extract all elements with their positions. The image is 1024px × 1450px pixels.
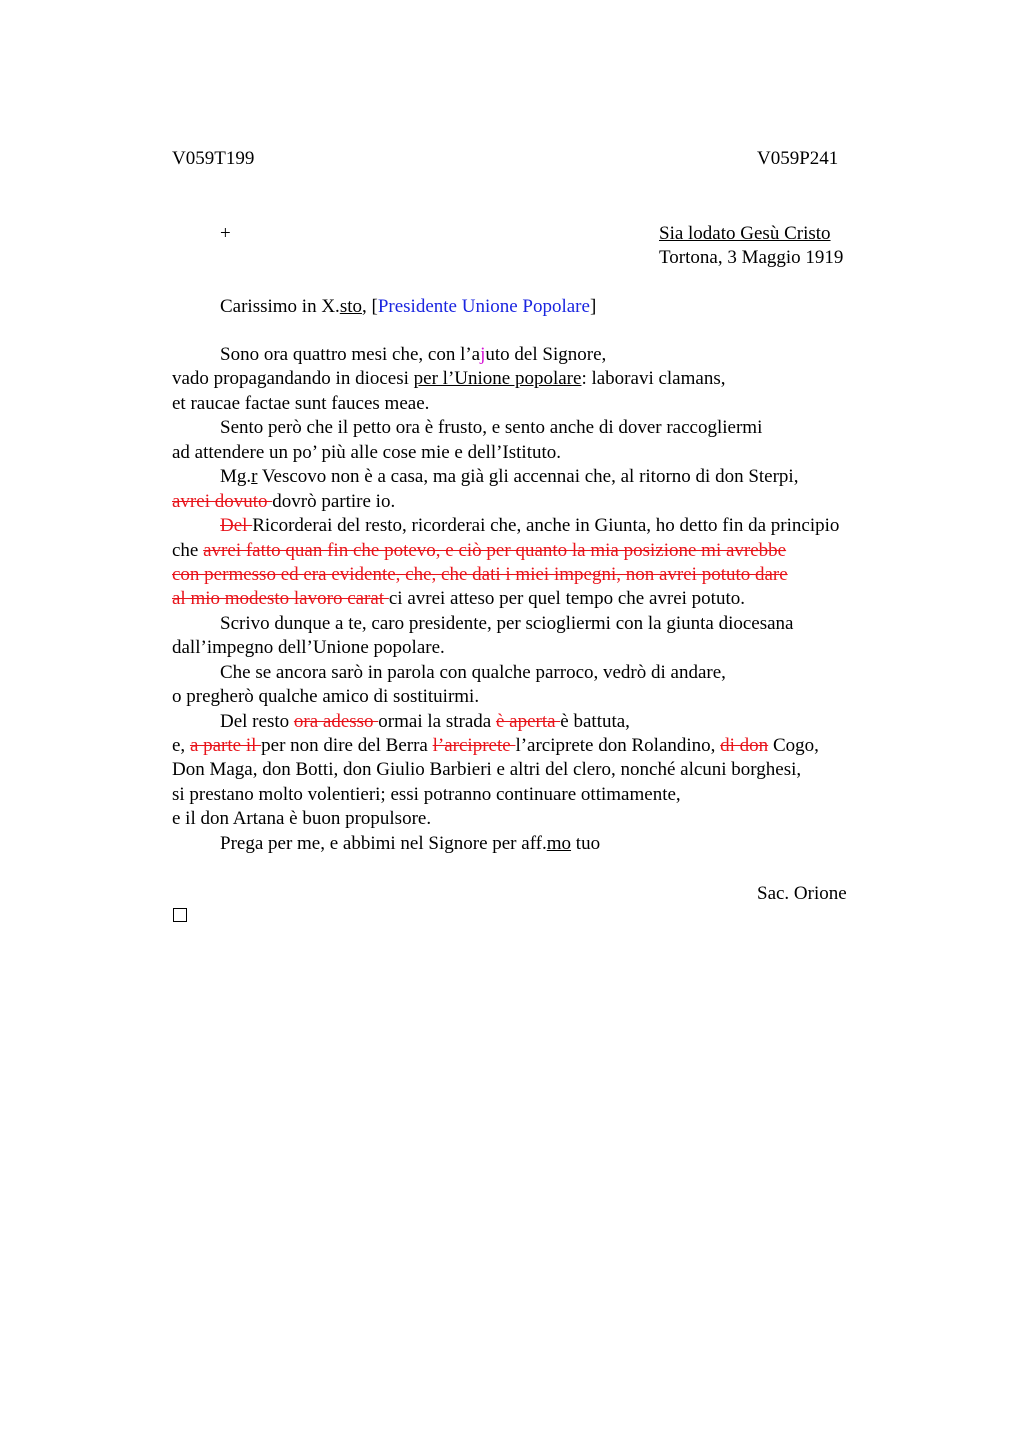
salutation-bracket-open: , [	[362, 296, 378, 317]
body-text: è battuta,	[560, 710, 630, 732]
body-text: Ricorderai del resto, ricorderai che, anche in Giunta, ho detto fin da principio	[252, 515, 840, 537]
body-line	[172, 539, 912, 563]
deleted-text: ora adesso	[293, 710, 379, 732]
deleted-text: con permesso ed era evidente, che, che dati i miei impegni, non avrei potuto dare	[172, 563, 788, 585]
inserted-letter: j	[480, 344, 486, 365]
salutation-bracket-close: ]	[589, 296, 597, 317]
body-text: ci avrei atteso per quel tempo che avrei potuto.	[388, 588, 745, 610]
salutation	[220, 295, 596, 319]
body-line: o pregherò qualche amico di sostituirmi.	[172, 686, 480, 708]
deleted-text: al mio modesto lavoro carat	[172, 588, 389, 610]
invocation-line: Sia lodato Gesù Cristo	[659, 223, 831, 244]
body-text: che	[172, 539, 204, 561]
body-text: e,	[172, 735, 190, 756]
body-line	[172, 587, 912, 611]
body-text: Cogo,	[768, 735, 819, 756]
body-text: Prega per me, e abbimi nel Signore per aff.	[220, 832, 547, 854]
place-date-line: Tortona, 3 Maggio 1919	[659, 247, 844, 268]
document-code-left: V059T199	[172, 148, 255, 169]
body-line: et raucae factae sunt fauces meae.	[172, 392, 430, 414]
body-line: ad attendere un po’ più alle cose mie e dell’Istituto.	[172, 441, 562, 463]
body-line	[172, 563, 912, 587]
deleted-text: Del	[220, 515, 253, 537]
underlined-text: per l’Unione popolare	[413, 368, 582, 390]
underlined-text: r	[251, 466, 258, 488]
body-text: uto del Signore,	[485, 344, 607, 365]
body-line: Don Maga, don Botti, don Giulio Barbieri e altri del clero, nonché alcuni borghesi,	[172, 759, 802, 781]
salutation-text: Carissimo in X.	[220, 296, 340, 317]
deleted-text: è aperta	[495, 710, 561, 732]
signature: Sac. Orione	[757, 883, 847, 904]
deleted-text: di don	[720, 735, 769, 756]
letter-header	[659, 222, 843, 270]
body-text: Vescovo non è a casa, ma già gli accennai che, al ritorno di don Sterpi,	[257, 466, 799, 488]
body-line: e il don Artana è buon propulsore.	[172, 808, 432, 830]
body-line: Scrivo dunque a te, caro presidente, per sciogliermi con la giunta diocesana	[220, 612, 794, 634]
salutation-abbrev: sto	[339, 296, 362, 317]
body-text: ormai la strada	[378, 710, 496, 732]
body-text: tuo	[571, 832, 601, 854]
body-line	[172, 734, 912, 758]
cross-mark: +	[220, 223, 231, 244]
body-line	[172, 832, 912, 856]
body-line	[172, 465, 912, 489]
body-line: dall’impegno dell’Unione popolare.	[172, 637, 445, 659]
document-code-right: V059P241	[757, 148, 839, 169]
body-line: Che se ancora sarò in parola con qualche parroco, vedrò di andare,	[220, 661, 726, 683]
body-text: vado propagandando in diocesi	[172, 368, 414, 390]
body-text: Sono ora quattro mesi che, con l’a	[220, 344, 481, 365]
body-line	[172, 490, 912, 514]
body-line	[172, 514, 912, 538]
body-text: Mg.	[220, 466, 252, 488]
deleted-text: avrei dovuto	[172, 490, 273, 512]
body-text: l’arciprete don Rolandino,	[515, 735, 721, 756]
body-line	[172, 343, 912, 367]
body-text: dovrò partire io.	[272, 490, 396, 512]
body-text: : laboravi clamans,	[581, 368, 726, 390]
body-text: Del resto	[220, 710, 294, 732]
body-line: Sento però che il petto ora è frusto, e sento anche di dover raccogliermi	[220, 417, 763, 439]
underlined-text: mo	[546, 832, 572, 854]
deleted-text: avrei fatto quan fin che potevo, e ciò per quanto la mia posizione mi avrebbe	[203, 539, 787, 561]
body-line: si prestano molto volentieri; essi potranno continuare ottimamente,	[172, 783, 681, 805]
letter-body	[172, 343, 912, 856]
deleted-text: a parte il	[189, 735, 262, 756]
editorial-recipient-note: Presidente Unione Popolare	[377, 296, 590, 317]
deleted-text: l’arciprete	[432, 735, 516, 756]
body-line	[172, 710, 912, 734]
body-line	[172, 367, 912, 391]
body-text: per non dire del Berra	[261, 735, 433, 756]
empty-box-icon	[173, 908, 187, 922]
